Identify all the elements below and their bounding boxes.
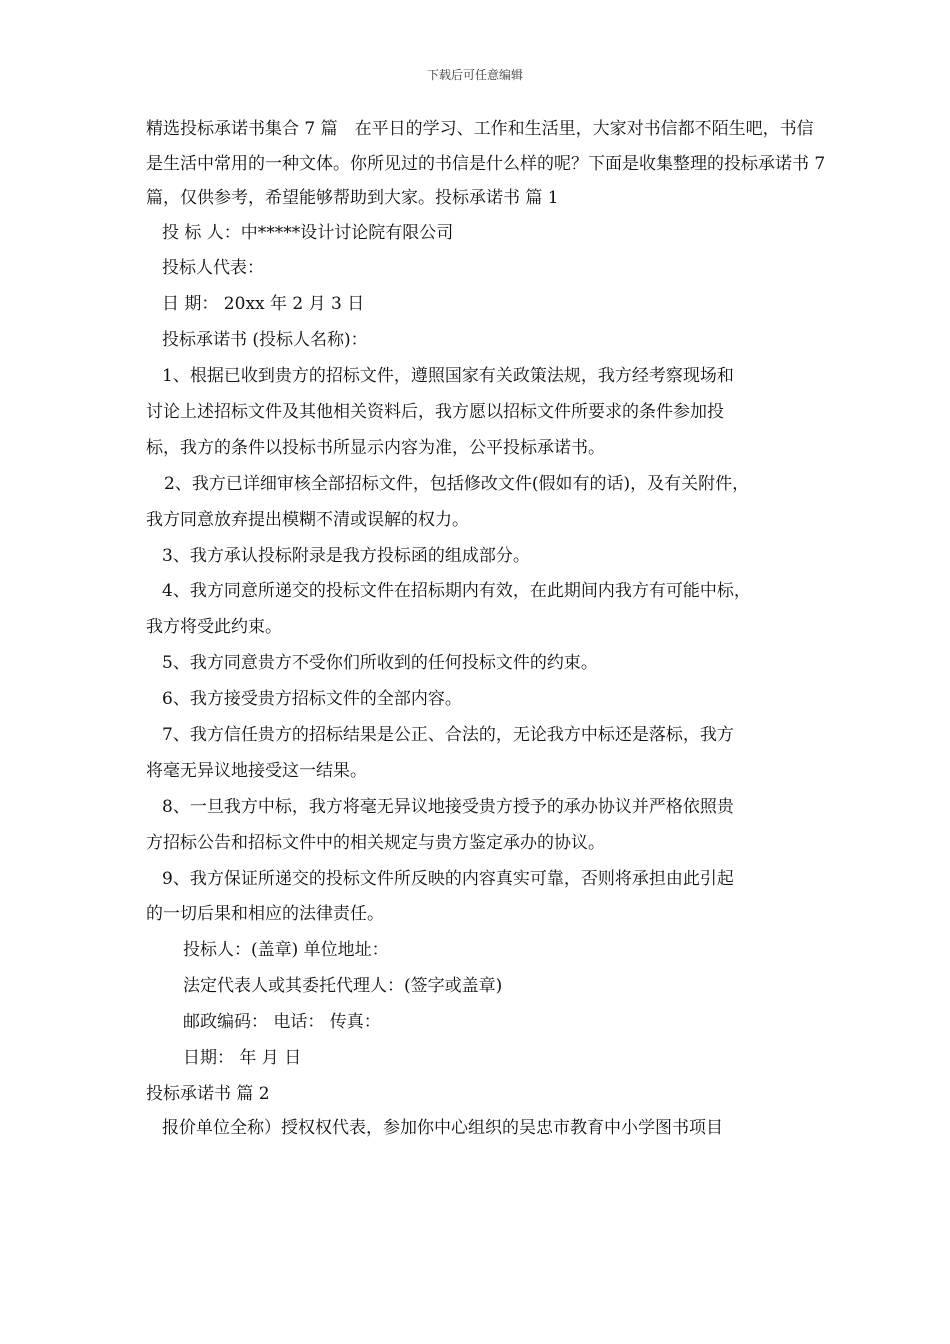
item-first-line: 1、根据已收到贵方的招标文件，遵照国家有关政策法规，我方经考察现场和 — [162, 366, 734, 387]
item-continuation-line: 我方同意放弃提出模糊不清或误解的权力。 — [146, 509, 469, 530]
signature-seal-address: 投标人：(盖章) 单位地址： — [183, 940, 389, 961]
item-first-line: 8、一旦我方中标，我方将毫无异议地接受贵方授予的承办协议并严格依照贵 — [162, 796, 734, 817]
commitment-item-9 — [146, 862, 826, 934]
item-continuation-line: 讨论上述招标文件及其他相关资料后，我方愿以招标文件所要求的条件参加投 — [146, 401, 724, 422]
signature-date: 日期： 年 月 日 — [183, 1047, 302, 1068]
section-2-first-line: 报价单位全称）授权权代表，参加你中心组织的吴忠市教育中小学图书项目 — [162, 1117, 723, 1138]
signature-legal-rep: 法定代表人或其委托代理人：(签字或盖章) — [183, 976, 503, 997]
item-continuation-line: 将毫无异议地接受这一结果。 — [146, 760, 367, 781]
item-first-line: 9、我方保证所递交的投标文件所反映的内容真实可靠，否则将承担由此引起 — [162, 868, 734, 889]
item-first-line: 4、我方同意所递交的投标文件在招标期内有效，在此期间内我方有可能中标， — [162, 581, 751, 602]
item-first-line: 3、我方承认投标附录是我方投标函的组成部分。 — [162, 545, 530, 566]
item-continuation-line: 方招标公告和招标文件中的相关规定与贵方鉴定承办的协议。 — [146, 832, 605, 853]
item-continuation-line: 的一切后果和相应的法律责任。 — [146, 904, 384, 925]
commitment-item-8 — [146, 790, 826, 862]
item-first-line: 6、我方接受贵方招标文件的全部内容。 — [162, 689, 462, 710]
item-first-line: 2、我方已详细审核全部招标文件，包括修改文件(假如有的话)，及有关附件， — [164, 473, 750, 494]
intro-body: 在平日的学习、工作和生活里，大家对书信都不陌生吧，书信是生活中常用的一种文体。你所见过的书信是什么样的呢？下面是收集整理的投标承诺书 7 篇，仅供参考，希望能够帮助到大家。投标承诺书 篇 1 — [146, 119, 826, 208]
item-first-line: 7、我方信任贵方的招标结果是公正、合法的，无论我方中标还是落标，我方 — [162, 724, 734, 745]
document-body — [146, 112, 826, 1147]
bidder-field: 投 标 人：中*****设计讨论院有限公司 — [162, 222, 454, 243]
commitment-item-1 — [146, 359, 826, 467]
commitment-item-6 — [146, 682, 826, 718]
date-field: 日 期： 20xx 年 2 月 3 日 — [162, 294, 365, 315]
commitment-item-4 — [146, 574, 826, 646]
document-title: 精选投标承诺书集合 7 篇 — [146, 119, 338, 139]
signature-block — [146, 933, 826, 1077]
commitment-item-2 — [146, 467, 826, 539]
page-header: 下载后可任意编辑 — [426, 68, 523, 82]
bidder-representative-field: 投标人代表： — [162, 258, 264, 279]
section-2-title: 投标承诺书 篇 2 — [146, 1083, 270, 1104]
signature-contact: 邮政编码： 电话： 传真： — [183, 1012, 381, 1033]
item-continuation-line: 我方将受此约束。 — [146, 617, 282, 638]
item-continuation-line: 标，我方的条件以投标书所显示内容为准，公平投标承诺书。 — [146, 437, 605, 458]
intro-paragraph — [146, 112, 826, 216]
commitment-item-7 — [146, 718, 826, 790]
commitment-item-3 — [146, 539, 826, 575]
item-first-line: 5、我方同意贵方不受你们所收到的任何投标文件的约束。 — [162, 653, 598, 674]
commitment-heading: 投标承诺书 (投标人名称)： — [162, 330, 368, 351]
commitment-item-5 — [146, 646, 826, 682]
